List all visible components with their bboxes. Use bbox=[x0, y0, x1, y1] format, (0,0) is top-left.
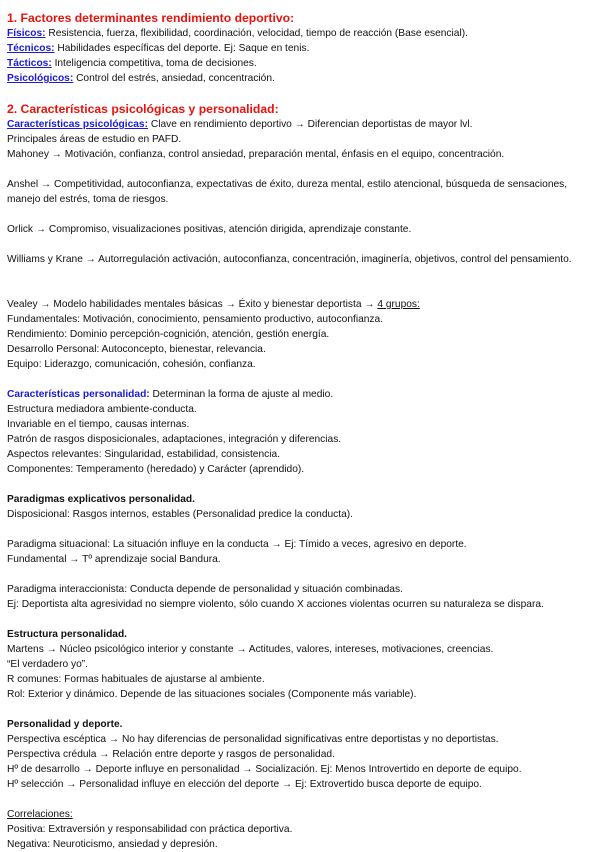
spacer bbox=[7, 207, 597, 222]
term-caracteristicas-personalidad: Características personalidad: bbox=[7, 389, 150, 400]
personalidad-intro: Características personalidad: Determinan la forma de ajuste al medio. bbox=[7, 389, 334, 400]
vealey-intro: Vealey → Modelo habilidades mentales básicas → Éxito y bienestar deportista → 4 grupos: bbox=[7, 299, 420, 310]
psico-line: Principales áreas de estudio en PAFD. bbox=[7, 134, 182, 145]
spacer bbox=[7, 522, 597, 537]
spacer bbox=[7, 567, 597, 582]
estructura-line: Rol: Exterior y dinámico. Depende de las situaciones sociales (Componente más variable). bbox=[7, 689, 417, 700]
term-fisicos: Físicos: bbox=[7, 28, 46, 39]
vealey-item: Desarrollo Personal: Autoconcepto, bienestar, relevancia. bbox=[7, 344, 266, 355]
personalidad-line: Invariable en el tiempo, causas internas. bbox=[7, 419, 190, 430]
spacer bbox=[7, 282, 597, 297]
williams-paragraph: Williams y Krane → Autorregulación activación, autoconfianza, concentración, imaginería, objetivos, control del pensamiento. bbox=[7, 254, 572, 265]
term-tacticos: Tácticos: bbox=[7, 58, 52, 69]
estructura-line: R comunes: Formas habituales de ajustarse al ambiente. bbox=[7, 674, 265, 685]
paradigma-interaccionista-ejemplo: Ej: Deportista alta agresividad no siempre violento, sólo cuando X acciones violentas ocurren su naturaleza se dispara. bbox=[7, 599, 544, 610]
section-2-title: 2. Características psicológicas y personalidad: bbox=[7, 102, 279, 116]
vealey-item: Fundamentales: Motivación, conocimiento, pensamiento productivo, autoconfianza. bbox=[7, 314, 384, 325]
paradigma-disposicional: Disposicional: Rasgos internos, estables (Personalidad predice la conducta). bbox=[7, 509, 353, 520]
vealey-item: Equipo: Liderazgo, comunicación, cohesión, confianza. bbox=[7, 359, 256, 370]
correlaciones-heading: Correlaciones: bbox=[7, 809, 73, 820]
term-psicologicos: Psicológicos: bbox=[7, 73, 74, 84]
vealey-item: Rendimiento: Dominio percepción-cognición, atención, gestión energía. bbox=[7, 329, 330, 340]
personalidad-line: Patrón de rasgos disposicionales, adaptaciones, integración y diferencias. bbox=[7, 434, 342, 445]
section-1-title: 1. Factores determinantes rendimiento deportivo: bbox=[7, 11, 295, 25]
document-page bbox=[7, 10, 597, 852]
paradigma-situacional: Paradigma situacional: La situación influye en la conducta → Ej: Tímido a veces, agresivo en deporte. bbox=[7, 539, 467, 550]
deporte-heading: Personalidad y deporte. bbox=[7, 719, 123, 730]
personalidad-line: Aspectos relevantes: Singularidad, estabilidad, consistencia. bbox=[7, 449, 280, 460]
factor-psicologicos: Psicológicos: Control del estrés, ansiedad, concentración. bbox=[7, 73, 275, 84]
spacer bbox=[7, 237, 597, 252]
deporte-line: Hº de desarrollo → Deporte influye en personalidad → Socialización. Ej: Menos Introvertido en deporte de equipo. bbox=[7, 764, 522, 775]
term-tecnicos: Técnicos: bbox=[7, 43, 55, 54]
orlick-paragraph: Orlick → Compromiso, visualizaciones positivas, atención dirigida, aprendizaje constante. bbox=[7, 224, 412, 235]
spacer bbox=[7, 702, 597, 717]
estructura-heading: Estructura personalidad. bbox=[7, 629, 128, 640]
paradigma-situacional-fundamental: Fundamental → Tº aprendizaje social Bandura. bbox=[7, 554, 221, 565]
spacer bbox=[7, 792, 597, 807]
deporte-line: Perspectiva escéptica → No hay diferencias de personalidad significativas entre deportistas y no deportistas. bbox=[7, 734, 499, 745]
deporte-line: Hº selección → Personalidad influye en elección del deporte → Ej: Extrovertido busca deporte de equipo. bbox=[7, 779, 482, 790]
deporte-line: Perspectiva crédula → Relación entre deporte y rasgos de personalidad. bbox=[7, 749, 335, 760]
psico-mahoney: Mahoney → Motivación, confianza, control ansiedad, preparación mental, énfasis en el equipo, concentración. bbox=[7, 149, 505, 160]
factor-tecnicos: Técnicos: Habilidades específicas del deporte. Ej: Saque en tenis. bbox=[7, 43, 310, 54]
personalidad-line: Componentes: Temperamento (heredado) y Carácter (aprendido). bbox=[7, 464, 305, 475]
spacer bbox=[7, 372, 597, 387]
factor-tacticos: Tácticos: Inteligencia competitiva, toma de decisiones. bbox=[7, 58, 257, 69]
estructura-line: “El verdadero yo”. bbox=[7, 659, 88, 670]
paradigmas-heading: Paradigmas explicativos personalidad. bbox=[7, 494, 195, 505]
correlacion-line: Negativa: Neuroticismo, ansiedad y depresión. bbox=[7, 839, 218, 850]
spacer bbox=[7, 612, 597, 627]
anshel-paragraph: Anshel → Competitividad, autoconfianza, expectativas de éxito, dureza mental, estilo atencional, búsqueda de sensaciones, manejo del estrés, toma de riesgos. bbox=[7, 179, 568, 205]
spacer bbox=[7, 162, 597, 177]
four-groups-link: 4 grupos: bbox=[377, 299, 420, 310]
factor-fisicos: Físicos: Resistencia, fuerza, flexibilidad, coordinación, velocidad, tiempo de reacción (Base esencial). bbox=[7, 28, 468, 39]
correlacion-line: Positiva: Extraversión y responsabilidad con práctica deportiva. bbox=[7, 824, 293, 835]
estructura-line: Martens → Núcleo psicológico interior y constante → Actitudes, valores, intereses, motivaciones, creencias. bbox=[7, 644, 494, 655]
paradigma-interaccionista: Paradigma interaccionista: Conducta depende de personalidad y situación combinadas. bbox=[7, 584, 403, 595]
psico-intro: Características psicológicas: Clave en rendimiento deportivo → Diferencian deportistas de mayor lvl. bbox=[7, 119, 473, 130]
spacer bbox=[7, 477, 597, 492]
term-caracteristicas-psicologicas: Características psicológicas: bbox=[7, 119, 148, 130]
spacer bbox=[7, 86, 597, 101]
personalidad-line: Estructura mediadora ambiente-conducta. bbox=[7, 404, 197, 415]
